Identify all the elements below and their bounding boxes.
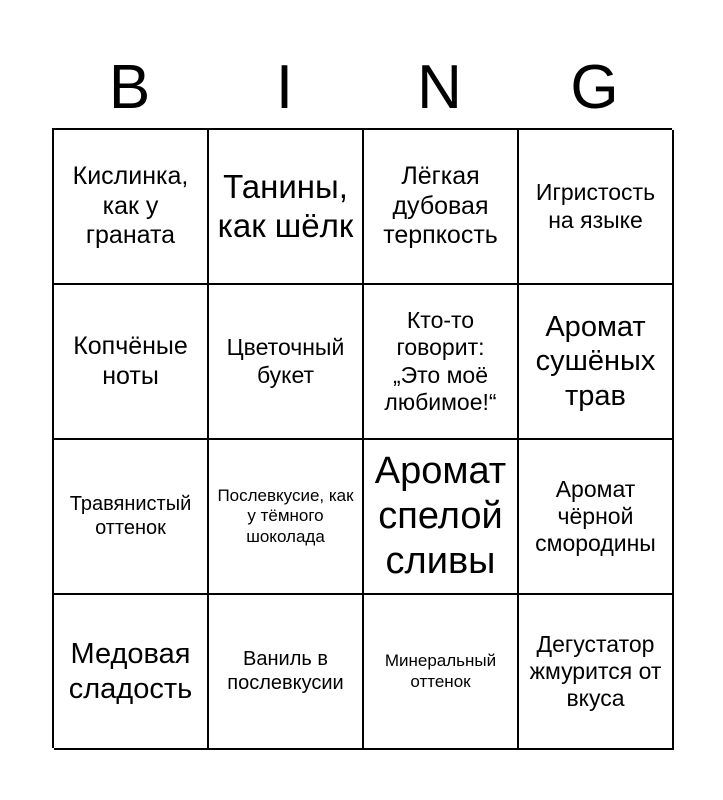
bingo-cell-1-2[interactable] [209, 130, 364, 285]
bingo-cell-1-1[interactable] [54, 130, 209, 285]
cell-text: Лёгкая дубовая терпкость [383, 162, 498, 250]
cell-text: Игристость на языке [535, 179, 656, 233]
cell-text: Копчёные ноты [73, 332, 188, 390]
cell-text: Травянистый оттенок [69, 492, 192, 539]
cell-text: Кто-то говорит: „Это моё любимое!“ [384, 307, 497, 415]
cell-text: Аромат чёрной смородины [535, 475, 656, 557]
header-letter-i: I [275, 53, 294, 122]
bingo-cell-4-1[interactable] [54, 595, 209, 750]
bingo-cell-1-3[interactable] [364, 130, 519, 285]
cell-text: Минеральный оттенок [384, 651, 497, 691]
cell-text: Ваниль в послевкусии [227, 647, 344, 694]
cell-text: Танины, как шёлк [217, 167, 354, 244]
bingo-cell-2-4[interactable] [519, 285, 674, 440]
bingo-cell-1-4[interactable] [519, 130, 674, 285]
bingo-cell-2-2[interactable] [209, 285, 364, 440]
cell-text: Кислинка, как у граната [72, 162, 189, 250]
bingo-cell-4-2[interactable] [209, 595, 364, 750]
cell-text: Дегустатор жмурится от вкуса [529, 630, 662, 712]
cell-text: Медовая сладость [68, 638, 193, 705]
bingo-cell-4-3[interactable] [364, 595, 519, 750]
bingo-cell-2-1[interactable] [54, 285, 209, 440]
bingo-board [52, 128, 672, 748]
bingo-header [52, 48, 672, 128]
header-letter-g: G [570, 53, 619, 122]
header-letter-n: N [417, 53, 462, 122]
cell-text: Аромат сушёных трав [535, 311, 656, 412]
bingo-cell-3-3[interactable] [364, 440, 519, 595]
bingo-cell-3-1[interactable] [54, 440, 209, 595]
cell-text: Цветочный букет [226, 334, 345, 388]
cell-text: Аромат спелой сливы [374, 450, 507, 582]
bingo-cell-3-2[interactable] [209, 440, 364, 595]
header-letter-b: B [108, 53, 151, 122]
cell-text: Послевкусие, как у тёмного шоколада [217, 486, 354, 546]
bingo-cell-3-4[interactable] [519, 440, 674, 595]
bingo-cell-4-4[interactable] [519, 595, 674, 750]
bingo-cell-2-3[interactable] [364, 285, 519, 440]
